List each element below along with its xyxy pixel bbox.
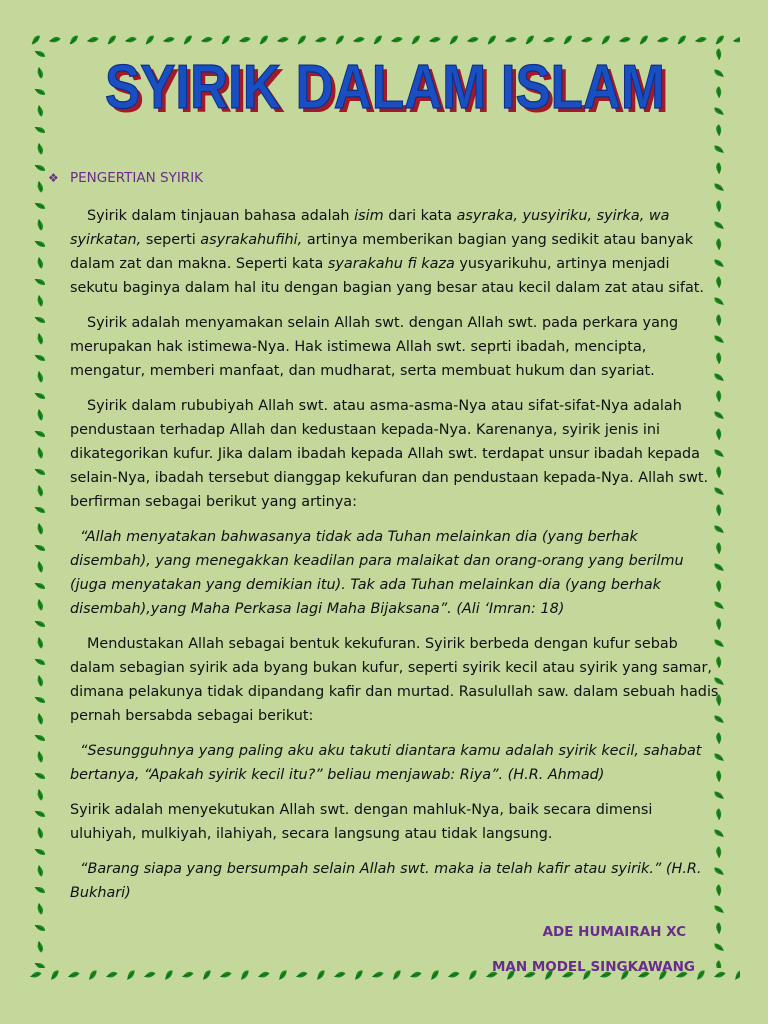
p1-text: artinya memberikan bagian yang sedikit atau banyak dalam zat dan makna. Seperti kata (70, 232, 694, 272)
leaf-border-left (33, 48, 47, 968)
leaf-sprig-icon (714, 35, 725, 44)
leaf-sprig-icon (35, 884, 46, 896)
section-heading (48, 166, 720, 190)
leaf-sprig-icon (35, 656, 46, 668)
leaf-sprig-icon (35, 333, 45, 345)
leaf-sprig-icon (35, 48, 46, 60)
leaf-sprig-icon (220, 970, 231, 979)
paragraph-definition: Syirik adalah menyamakan selain Allah swt. dengan Allah swt. pada perkara yang merupakan hak istimewa-Nya. Hak istimewa Allah swt. seprti ibadah, mencipta, mengatur, memberi manfaat, dan mudharat, serta membuat hukum dan syariat. (70, 315, 679, 379)
leaf-sprig-icon (448, 970, 459, 979)
leaf-sprig-icon (35, 599, 45, 611)
p1-term: syarakahu fi kaza (327, 256, 455, 272)
author-name: ADE HUMAIRAH XC (542, 924, 686, 940)
leaf-sprig-icon (733, 35, 740, 45)
p1-text: Syirik dalam tinjauan bahasa adalah (87, 208, 355, 224)
leaf-sprig-icon (49, 970, 61, 980)
leaf-sprig-icon (35, 827, 45, 839)
leaf-sprig-icon (35, 770, 46, 782)
leaf-sprig-icon (35, 922, 46, 934)
leaf-sprig-icon (49, 35, 61, 45)
leaf-sprig-icon (296, 970, 307, 979)
leaf-sprig-icon (35, 86, 46, 98)
leaf-sprig-icon (35, 181, 45, 193)
leaf-sprig-icon (35, 428, 46, 440)
leaf-sprig-icon (125, 970, 137, 980)
leaf-sprig-icon (713, 48, 724, 60)
leaf-sprig-icon (35, 637, 45, 649)
paragraph-kufur: Mendustakan Allah sebagai bentuk kekufuran. Syirik berbeda dengan kufur sebab dalam sebagian syirik ada byang bukan kufur, seperti syirik kecil atau syirik yang samar, dimana pelakunya tidak dipandang kafir dan murtad. Rasulullah saw. dalam sebuah hadis pernah bersabda sebagai berikut: (70, 636, 719, 724)
leaf-sprig-icon (334, 970, 345, 979)
school-name: MAN MODEL SINGKAWANG (491, 959, 695, 975)
leaf-sprig-icon (30, 35, 41, 44)
leaf-sprig-icon (713, 124, 724, 136)
p1-term: isim (354, 208, 384, 224)
leaf-sprig-icon (68, 970, 79, 979)
leaf-sprig-icon (714, 67, 724, 79)
leaf-sprig-icon (35, 124, 46, 136)
leaf-sprig-icon (239, 970, 251, 980)
p1-text: seperti (141, 232, 201, 248)
leaf-sprig-icon (713, 86, 724, 98)
leaf-sprig-icon (35, 485, 45, 497)
leaf-sprig-icon (35, 751, 45, 763)
p1-term: asyraka, yusyiriku, syirka, wa syirkatan, (70, 208, 670, 248)
leaf-sprig-icon (35, 200, 46, 212)
quote-hadith-bukhari: “Barang siapa yang bersumpah selain Allah swt. maka ia telah kafir atau syirik.” (H.R. Bukhari) (70, 861, 702, 901)
leaf-sprig-icon (35, 789, 45, 801)
leaf-sprig-icon (676, 35, 687, 44)
leaf-sprig-icon (35, 523, 45, 535)
leaf-sprig-icon (35, 865, 45, 877)
leaf-sprig-icon (713, 960, 724, 968)
title-text: SYIRIK DALAM ISLAM (105, 53, 665, 122)
leaf-sprig-icon (35, 580, 46, 592)
leaf-sprig-icon (353, 970, 365, 980)
leaf-sprig-icon (35, 732, 46, 744)
leaf-sprig-icon (35, 105, 45, 117)
leaf-sprig-icon (277, 970, 289, 980)
leaf-sprig-icon (35, 352, 46, 364)
leaf-sprig-icon (35, 390, 46, 402)
leaf-sprig-icon (372, 970, 383, 979)
p1-term: asyrakahufihi, (200, 232, 303, 248)
leaf-sprig-icon (35, 162, 46, 174)
leaf-sprig-icon (391, 970, 403, 980)
page-title (95, 32, 675, 128)
leaf-sprig-icon (695, 35, 707, 45)
leaf-sprig-icon (30, 970, 41, 979)
leaf-sprig-icon (35, 941, 45, 953)
leaf-sprig-icon (733, 970, 740, 980)
leaf-sprig-icon (35, 504, 46, 516)
leaf-sprig-icon (68, 35, 79, 44)
leaf-sprig-icon (467, 970, 479, 980)
leaf-sprig-icon (144, 970, 155, 979)
leaf-sprig-icon (35, 542, 46, 554)
title-wordart (95, 32, 675, 128)
leaf-sprig-icon (35, 675, 45, 687)
paragraph-dimension: Syirik adalah menyekutukan Allah swt. dengan mahluk-Nya, baik secara dimensi uluhiyah, mulkiyah, ilahiyah, secara langsung atau tidak langsung. (70, 802, 653, 842)
leaf-sprig-icon (35, 295, 45, 307)
paragraph-definition-language (70, 204, 720, 300)
leaf-sprig-icon (35, 238, 46, 250)
leaf-sprig-icon (35, 314, 46, 326)
paragraph-rububiyah: Syirik dalam rububiyah Allah swt. atau asma-asma-Nya atau sifat-sifat-Nya adalah pendustaan terhadap Allah dan kedustaan kepada-Nya. Karenanya, syirik jenis ini dikategorikan kufur. Jika dalam ibadah kepada Allah swt. terdapat unsur ibadah kepada selain-Nya, ibadah tersebut dianggap kekufuran dan pendustaan kepada-Nya. Allah swt. berfirman sebagai berikut yang artinya: (70, 398, 709, 510)
leaf-sprig-icon (35, 960, 46, 968)
leaf-sprig-icon (106, 970, 117, 979)
leaf-sprig-icon (35, 846, 46, 858)
leaf-sprig-icon (35, 466, 46, 478)
leaf-sprig-icon (35, 67, 45, 79)
leaf-sprig-icon (182, 970, 193, 979)
leaf-sprig-icon (315, 970, 327, 980)
leaf-sprig-icon (35, 257, 45, 269)
diamond-bullet-icon: ❖ (48, 171, 59, 185)
document-body (48, 166, 720, 916)
leaf-sprig-icon (35, 219, 45, 231)
leaf-sprig-icon (258, 970, 269, 979)
leaf-sprig-icon (714, 105, 724, 117)
leaf-sprig-icon (35, 903, 45, 915)
leaf-sprig-icon (35, 694, 46, 706)
p1-text: dari kata (383, 208, 457, 224)
leaf-sprig-icon (35, 808, 46, 820)
leaf-sprig-icon (87, 970, 99, 980)
leaf-sprig-icon (35, 371, 45, 383)
section-heading-text: PENGERTIAN SYIRIK (70, 170, 204, 186)
leaf-sprig-icon (35, 409, 45, 421)
leaf-sprig-icon (714, 941, 724, 953)
leaf-sprig-icon (201, 970, 213, 980)
leaf-sprig-icon (35, 447, 45, 459)
leaf-sprig-icon (35, 561, 45, 573)
leaf-sprig-icon (714, 143, 724, 155)
leaf-sprig-icon (35, 143, 45, 155)
p1-text: yusyarikuhu, artinya menjadi sekutu baginya dalam hal itu dengan bagian yang besar atau kecil dalam zat atau sifat. (70, 256, 704, 296)
quote-hadith-ahmad: “Sesungguhnya yang paling aku aku takuti diantara kamu adalah syirik kecil, sahabat bertanya, “Apakah syirik kecil itu?” beliau menjawab: Riya”. (H.R. Ahmad) (70, 743, 702, 783)
title-shadow: SYIRIK DALAM ISLAM (109, 57, 669, 126)
leaf-sprig-icon (163, 970, 175, 980)
leaf-sprig-icon (714, 970, 725, 979)
leaf-sprig-icon (429, 970, 441, 980)
leaf-sprig-icon (410, 970, 421, 979)
leaf-sprig-icon (35, 713, 45, 725)
leaf-sprig-icon (35, 618, 46, 630)
leaf-sprig-icon (35, 276, 46, 288)
quote-ali-imran: “Allah menyatakan bahwasanya tidak ada Tuhan melainkan dia (yang berhak disembah), yang menegakkan keadilan para malaikat dan orang-orang yang berilmu (juga menyatakan yang demikian itu). Tak ada Tuhan melainkan dia (yang berhak disembah),yang Maha Perkasa lagi Maha Bijaksana”. (Ali ‘Imran: 18) (70, 529, 684, 617)
leaf-sprig-icon (713, 922, 724, 934)
leaf-sprig-icon (695, 970, 707, 980)
